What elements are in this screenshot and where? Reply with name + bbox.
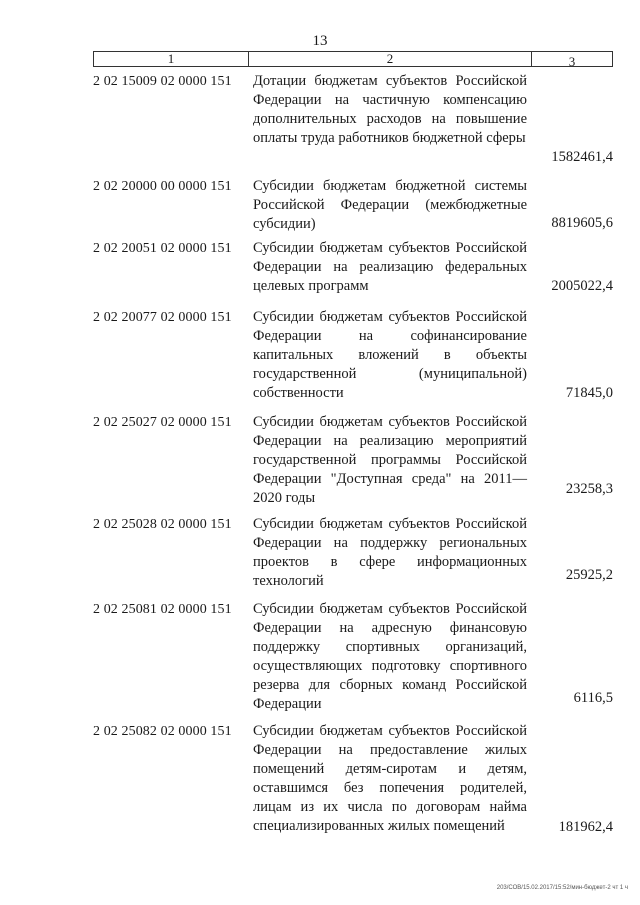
column-header-1: 1 xyxy=(94,52,249,66)
row-code: 2 02 25028 02 0000 151 xyxy=(93,517,232,532)
row-value: 2005022,4 xyxy=(551,278,613,294)
row-description: Субсидии бюджетам субъектов Российской Федерации на реализацию федеральных целевых программ xyxy=(253,240,527,294)
column-header-2: 2 xyxy=(249,52,532,66)
row-value: 23258,3 xyxy=(565,481,613,497)
row-code: 2 02 15009 02 0000 151 xyxy=(93,74,232,89)
row-value: 6116,5 xyxy=(573,690,613,706)
row-value: 1582461,4 xyxy=(551,149,613,165)
footer-stamp: 203/СОВ/15.02.2017/15:52/мин-бюджет-2 чт 1 ч xyxy=(496,885,628,891)
row-value: 71845,0 xyxy=(565,385,613,401)
row-description: Субсидии бюджетам субъектов Российской Федерации на поддержку региональных проектов в сфере информационных технологий xyxy=(253,516,527,589)
row-code: 2 02 25082 02 0000 151 xyxy=(93,724,232,739)
row-description: Субсидии бюджетам субъектов Российской Федерации на предоставление жилых помещений детям-сиротам и детям, оставшимся без попечения родителей, лицам из их числа по договорам найма специализированных жилых помещений xyxy=(253,723,527,834)
page-number: 13 xyxy=(312,33,328,49)
row-description: Дотации бюджетам субъектов Российской Федерации на частичную компенсацию дополнительных расходов на повышение оплаты труда работников бюджетной сферы xyxy=(253,73,527,146)
row-code: 2 02 20051 02 0000 151 xyxy=(93,241,232,256)
row-description: Субсидии бюджетам бюджетной системы Российской Федерации (межбюджетные субсидии) xyxy=(253,178,527,232)
row-value: 8819605,6 xyxy=(551,215,613,231)
row-code: 2 02 20000 00 0000 151 xyxy=(93,179,232,194)
column-header-3: 3 xyxy=(568,54,576,69)
row-code: 2 02 25081 02 0000 151 xyxy=(93,602,232,617)
row-code: 2 02 25027 02 0000 151 xyxy=(93,415,232,430)
row-description: Субсидии бюджетам субъектов Российской Федерации на софинансирование капитальных вложений в объекты государственной (муниципальной) собственности xyxy=(253,309,527,401)
row-value: 181962,4 xyxy=(558,819,613,835)
row-description: Субсидии бюджетам субъектов Российской Федерации на адресную финансовую поддержку спортивных организаций, осуществляющих подготовку спортивного резерва для сборных команд Российской Федерации xyxy=(253,601,527,712)
row-description: Субсидии бюджетам субъектов Российской Федерации на реализацию мероприятий государственной программы Российской Федерации "Доступная среда" на 2011—2020 годы xyxy=(253,414,527,506)
row-code: 2 02 20077 02 0000 151 xyxy=(93,310,232,325)
table-header xyxy=(93,51,613,67)
row-value: 25925,2 xyxy=(565,567,613,583)
